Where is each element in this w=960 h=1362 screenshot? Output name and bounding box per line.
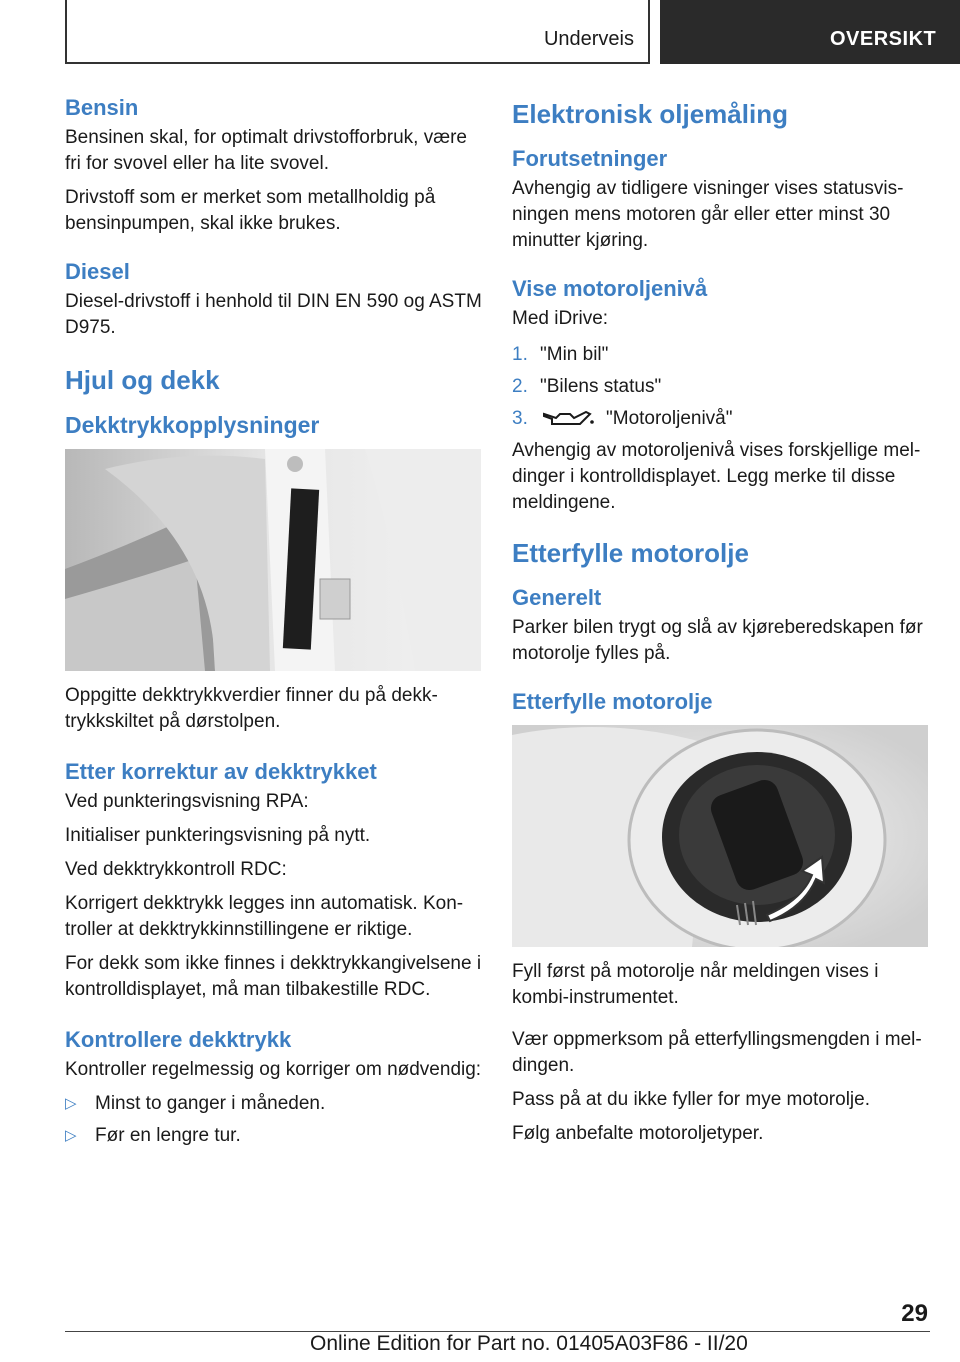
oil-can-icon bbox=[540, 408, 596, 430]
triangle-right-icon: ▷ bbox=[65, 1127, 77, 1144]
bensin-paragraph-2: Drivstoff som er merket som metallholdig på bensinpumpen, skal ikke brukes. bbox=[65, 187, 436, 234]
list-item: ▷ Minst to ganger i måneden. bbox=[65, 1091, 483, 1117]
heading-vise-motoroljeniva: Vise motoroljenivå bbox=[512, 276, 708, 301]
heading-etterfylle-motorolje: Etterfylle motorolje bbox=[512, 538, 749, 568]
heading-generelt: Generelt bbox=[512, 585, 602, 610]
fyll-paragraph-3: Pass på at du ikke fyller for mye motorolje. bbox=[512, 1089, 870, 1110]
fyll-paragraph-2: Vær oppmerksom på etterfyllingsmengden i meldingen. bbox=[512, 1029, 922, 1076]
page-number: 29 bbox=[901, 1300, 928, 1327]
door-pillar-photo bbox=[65, 449, 481, 671]
fyll-paragraph-4: Følg anbefalte motoroljetyper. bbox=[512, 1123, 764, 1144]
oil-filler-cap-photo bbox=[512, 725, 928, 947]
list-item: ▷ Før en lengre tur. bbox=[65, 1123, 483, 1149]
section-label: Underveis bbox=[543, 28, 634, 50]
kontroll-paragraph-1: Kontroller regelmessig og korriger om nødvendig: bbox=[65, 1059, 482, 1080]
heading-etter-korrektur: Etter korrektur av dekktrykket bbox=[65, 759, 377, 784]
triangle-right-icon: ▷ bbox=[65, 1095, 77, 1112]
etter-paragraph-4: Korrigert dekktrykk legges inn automatisk. Kontroller at dekktrykkinnstillingene er riktige. bbox=[65, 893, 464, 940]
idrive-steps bbox=[512, 342, 930, 432]
vise-paragraph-2: Avhengig av motoroljenivå vises forskjellige meldinger i kontrolldisplayet. Legg merke til disse meldingene. bbox=[512, 440, 921, 513]
heading-forutsetninger: Forutsetninger bbox=[512, 146, 668, 171]
etter-paragraph-5: For dekk som ikke finnes i dekktrykkangivelsene i kontrolldisplayet, må man tilbakestille RDC. bbox=[65, 953, 482, 1000]
heading-diesel: Diesel bbox=[65, 259, 130, 284]
footer-edition: Online Edition for Part no. 01405A03F86 - II/20 bbox=[310, 1332, 748, 1355]
diesel-paragraph-1: Diesel-drivstoff i henhold til DIN EN 590 og ASTM D975. bbox=[65, 291, 482, 338]
heading-kontrollere: Kontrollere dekktrykk bbox=[65, 1027, 292, 1052]
list-item: 2. "Bilens status" bbox=[512, 376, 662, 397]
kontroll-list bbox=[65, 1091, 483, 1149]
heading-dekktrykkopplysninger: Dekktrykkopplysninger bbox=[65, 412, 320, 438]
active-tab[interactable] bbox=[660, 0, 960, 64]
etter-paragraph-1: Ved punkteringsvisning RPA: bbox=[65, 791, 309, 812]
heading-etterfylle-motorolje-2: Etterfylle motorolje bbox=[512, 689, 713, 714]
heading-bensin: Bensin bbox=[65, 95, 139, 120]
right-column bbox=[512, 95, 930, 1155]
heading-hjul-og-dekk: Hjul og dekk bbox=[65, 365, 220, 395]
left-column bbox=[65, 95, 483, 1155]
header-tab-box bbox=[65, 0, 650, 64]
vise-paragraph-1: Med iDrive: bbox=[512, 308, 609, 329]
generelt-paragraph-1: Parker bilen trygt og slå av kjøreberedskapen før motorolje fylles på. bbox=[512, 617, 923, 664]
active-tab-label: OVERSIKT bbox=[830, 28, 937, 50]
heading-elektronisk-oljemaling: Elektronisk oljemåling bbox=[512, 99, 788, 129]
dekk-paragraph-1: Oppgitte dekktrykkverdier finner du på dekktrykkskiltet på dørstolpen. bbox=[65, 685, 438, 732]
bensin-paragraph-1: Bensinen skal, for optimalt drivstofforbruk, være fri for svovel eller ha lite svovel. bbox=[65, 127, 467, 174]
fyll-paragraph-1: Fyll først på motorolje når meldingen vises i kombi-instrumentet. bbox=[512, 961, 879, 1008]
list-item: 1. "Min bil" bbox=[512, 344, 609, 365]
etter-paragraph-3: Ved dekktrykkontroll RDC: bbox=[65, 859, 287, 880]
list-item: 3. "Motoroljenivå" bbox=[512, 408, 733, 429]
etter-paragraph-2: Initialiser punkteringsvisning på nytt. bbox=[65, 825, 371, 846]
forut-paragraph-1: Avhengig av tidligere visninger vises statusvisningen mens motoren går eller etter minst 30 minutter kjøring. bbox=[512, 178, 904, 251]
